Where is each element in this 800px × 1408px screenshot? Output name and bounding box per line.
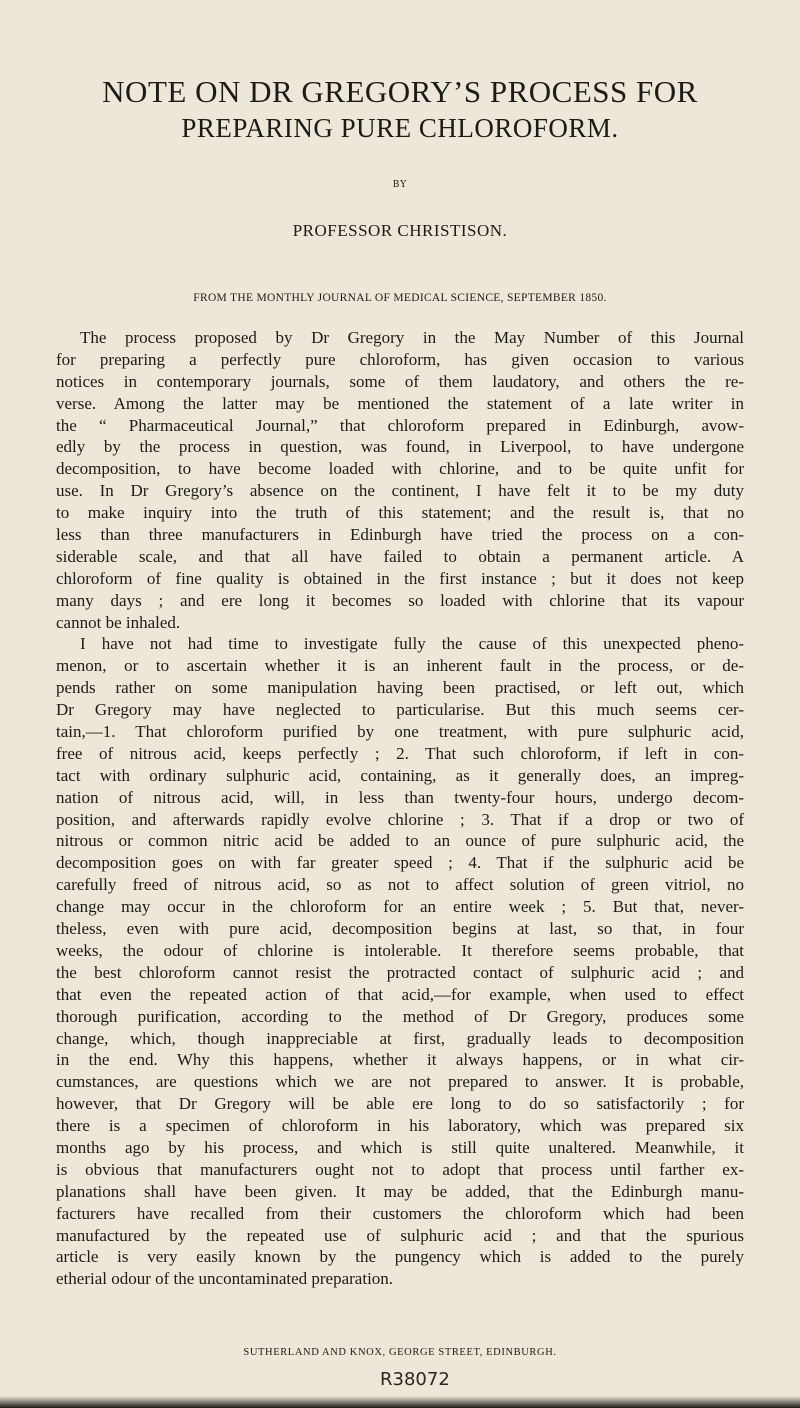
body-line: change may occur in the chloroform for an entire week ; 5. But that, never- xyxy=(56,897,744,917)
body-line: theless, even with pure acid, decomposition begins at last, so that, in four xyxy=(56,919,744,939)
page-edge-shadow xyxy=(0,1396,800,1408)
body-line: tain,—1. That chloroform purified by one treatment, with pure sulphuric acid, xyxy=(56,722,744,742)
body-line: chloroform of fine quality is obtained in the first instance ; but it does not keep xyxy=(56,568,744,588)
body-line: notices in contemporary journals, some of them laudatory, and others the re- xyxy=(56,371,744,391)
handwritten-accession-mark: R38072 xyxy=(380,1369,450,1390)
body-line: article is very easily known by the pungency which is added to the purely xyxy=(56,1247,744,1267)
body-line: to make inquiry into the truth of this statement; and the result is, that no xyxy=(56,503,744,523)
body-line: facturers have recalled from their customers the chloroform which had been xyxy=(56,1203,744,1223)
body-line: The process proposed by Dr Gregory in the May Number of this Journal xyxy=(80,328,744,347)
body-line: months ago by his process, and which is still quite unaltered. Meanwhile, it xyxy=(56,1137,744,1157)
body-line: the best chloroform cannot resist the protracted contact of sulphuric acid ; and xyxy=(56,962,744,982)
body-line: that even the repeated action of that acid,—for example, when used to effect xyxy=(56,984,744,1004)
article-body xyxy=(56,327,744,1290)
source-line: FROM THE MONTHLY JOURNAL OF MEDICAL SCIENCE, SEPTEMBER 1850. xyxy=(193,292,607,304)
body-line: weeks, the odour of chlorine is intolerable. It therefore seems probable, that xyxy=(56,940,744,960)
body-line: etherial odour of the uncontaminated preparation. xyxy=(56,1269,394,1289)
title-line-2: PREPARING PURE CHLOROFORM. xyxy=(181,113,619,143)
body-line: edly by the process in question, was found, in Liverpool, to have undergone xyxy=(56,437,744,457)
body-line: siderable scale, and that all have failed to obtain a permanent article. A xyxy=(56,546,744,566)
byline-label: BY xyxy=(392,180,408,190)
body-line: free of nitrous acid, keeps perfectly ; 2. That such chloroform, if left in con- xyxy=(56,743,744,763)
body-line: carefully freed of nitrous acid, so as not to affect solution of green vitriol, no xyxy=(56,875,744,895)
body-line: nation of nitrous acid, will, in less than twenty-four hours, undergo decom- xyxy=(56,787,744,807)
body-line: I have not had time to investigate fully the cause of this unexpected pheno- xyxy=(80,634,744,654)
title-line-1: NOTE ON DR GREGORY’S PROCESS FOR xyxy=(102,74,698,109)
body-line: manufactured by the repeated use of sulphuric acid ; and that the spurious xyxy=(56,1225,744,1245)
body-line: cumstances, are questions which we are not prepared to answer. It is probable, xyxy=(56,1072,744,1092)
body-line: less than three manufacturers in Edinburgh have tried the process on a con- xyxy=(56,525,744,545)
body-line: decomposition, to have become loaded with chlorine, and to be quite unfit for xyxy=(56,459,744,479)
body-line: menon, or to ascertain whether it is an inherent fault in the process, or de- xyxy=(56,656,744,676)
body-line: planations shall have been given. It may be added, that the Edinburgh manu- xyxy=(56,1181,744,1201)
body-line: verse. Among the latter may be mentioned the statement of a late writer in xyxy=(56,393,744,413)
printer-imprint: SUTHERLAND AND KNOX, GEORGE STREET, EDINBURGH. xyxy=(243,1347,557,1358)
body-line: there is a specimen of chloroform in his laboratory, which was prepared six xyxy=(56,1116,744,1136)
body-line: pends rather on some manipulation having been practised, or left out, which xyxy=(56,678,744,698)
body-line: in the end. Why this happens, whether it always happens, or in what cir- xyxy=(56,1050,744,1070)
body-line: decomposition goes on with far greater speed ; 4. That if the sulphuric acid be xyxy=(56,853,744,873)
body-line: thorough purification, according to the method of Dr Gregory, produces some xyxy=(56,1006,744,1026)
body-line: for preparing a perfectly pure chloroform, has given occasion to various xyxy=(56,349,744,369)
author-name: PROFESSOR CHRISTISON. xyxy=(292,221,508,240)
body-line: many days ; and ere long it becomes so loaded with chlorine that its vapour xyxy=(56,590,744,610)
body-line: tact with ordinary sulphuric acid, containing, as it generally does, an impreg- xyxy=(56,765,744,785)
body-line: nitrous or common nitric acid be added to an ounce of pure sulphuric acid, the xyxy=(56,831,744,851)
body-line: however, that Dr Gregory will be able ere long to do so satisfactorily ; for xyxy=(56,1094,744,1114)
body-line: use. In Dr Gregory’s absence on the continent, I have felt it to be my duty xyxy=(56,481,744,501)
body-line: cannot be inhaled. xyxy=(56,612,181,632)
body-line: is obvious that manufacturers ought not to adopt that process until farther ex- xyxy=(56,1159,744,1179)
body-line: the “ Pharmaceutical Journal,” that chloroform prepared in Edinburgh, avow- xyxy=(56,415,744,435)
body-line: position, and afterwards rapidly evolve chlorine ; 3. That if a drop or two of xyxy=(56,809,744,829)
body-line: Dr Gregory may have neglected to particularise. But this much seems cer- xyxy=(56,700,744,720)
body-line: change, which, though inappreciable at first, gradually leads to decomposition xyxy=(56,1028,744,1048)
